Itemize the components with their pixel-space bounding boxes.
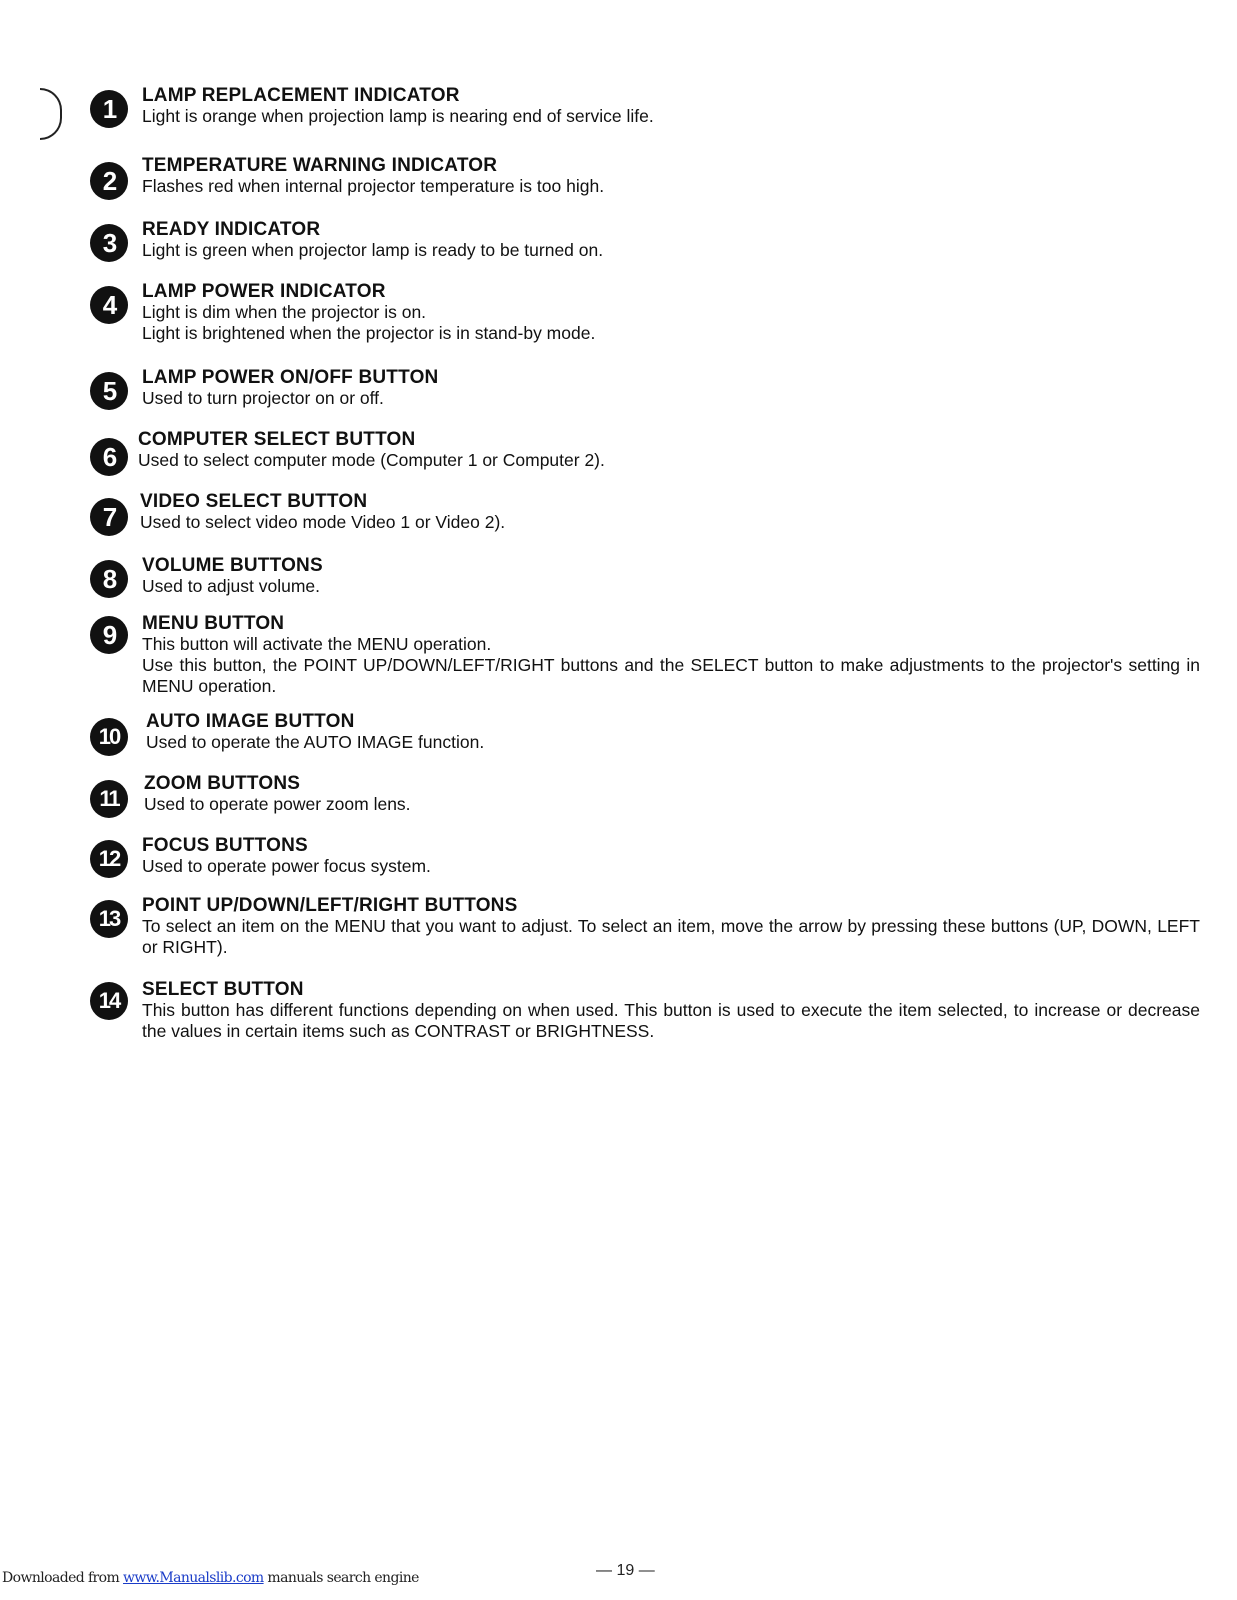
item-title: VOLUME BUTTONS bbox=[142, 555, 323, 576]
item-number-badge: 10 bbox=[90, 718, 128, 756]
item-text bbox=[142, 86, 1200, 127]
item-title: READY INDICATOR bbox=[142, 219, 321, 240]
item-description: Light is orange when projection lamp is nearing end of service life. bbox=[142, 106, 654, 126]
manualslib-link[interactable]: www.Manualslib.com bbox=[123, 1570, 264, 1586]
item-description: Use this button, the POINT UP/DOWN/LEFT/RIGHT buttons and the SELECT button to make adjustments to the projector's setting in MENU operation. bbox=[142, 655, 1200, 696]
item-title: LAMP POWER ON/OFF BUTTON bbox=[142, 367, 439, 388]
item-number-badge: 1 bbox=[90, 90, 128, 128]
item-text bbox=[142, 614, 1200, 697]
item-text bbox=[140, 492, 1200, 533]
item-description: Used to adjust volume. bbox=[142, 576, 321, 596]
item-description: Used to select computer mode (Computer 1 or Computer 2). bbox=[138, 450, 605, 470]
item-title: AUTO IMAGE BUTTON bbox=[146, 711, 355, 732]
item-number-badge: 7 bbox=[90, 498, 128, 536]
download-footer bbox=[2, 1570, 419, 1586]
item-description: Used to operate the AUTO IMAGE function. bbox=[146, 732, 485, 752]
item-number-badge: 13 bbox=[90, 900, 128, 938]
item-description: Light is green when projector lamp is ready to be turned on. bbox=[142, 240, 604, 260]
item-description: Used to operate power focus system. bbox=[142, 856, 431, 876]
item-description: Used to operate power zoom lens. bbox=[144, 794, 411, 814]
item-description: Used to select video mode Video 1 or Video 2). bbox=[140, 512, 506, 532]
item-text bbox=[138, 430, 1200, 471]
item-text bbox=[144, 774, 1200, 815]
item-text bbox=[142, 368, 1200, 409]
item-description: This button has different functions depending on when used. This button is used to execute the item selected, to increase or decrease the values in certain items such as CONTRAST or BRIGHTNESS. bbox=[142, 1000, 1200, 1041]
item-number-badge: 11 bbox=[90, 780, 128, 818]
item-number-badge: 4 bbox=[90, 286, 128, 324]
item-description: Light is brightened when the projector is in stand-by mode. bbox=[142, 323, 596, 343]
item-number-badge: 3 bbox=[90, 224, 128, 262]
footer-prefix: Downloaded from bbox=[2, 1570, 123, 1586]
item-title: LAMP REPLACEMENT INDICATOR bbox=[142, 85, 460, 106]
item-title: ZOOM BUTTONS bbox=[144, 773, 301, 794]
item-title: FOCUS BUTTONS bbox=[142, 835, 308, 856]
item-title: POINT UP/DOWN/LEFT/RIGHT BUTTONS bbox=[142, 895, 518, 916]
item-text bbox=[142, 896, 1200, 958]
item-number-badge: 12 bbox=[90, 840, 128, 878]
item-number-badge: 5 bbox=[90, 372, 128, 410]
item-title: SELECT BUTTON bbox=[142, 979, 304, 1000]
item-number-badge: 14 bbox=[90, 982, 128, 1020]
item-title: LAMP POWER INDICATOR bbox=[142, 281, 386, 302]
item-description: To select an item on the MENU that you want to adjust. To select an item, move the arrow by pressing these buttons (UP, DOWN, LEFT or RIGHT). bbox=[142, 916, 1200, 957]
item-text bbox=[142, 980, 1200, 1042]
item-number-badge: 2 bbox=[90, 162, 128, 200]
item-description: This button will activate the MENU operation. bbox=[142, 634, 492, 654]
item-number-badge: 6 bbox=[90, 438, 128, 476]
item-title: TEMPERATURE WARNING INDICATOR bbox=[142, 155, 498, 176]
item-title: COMPUTER SELECT BUTTON bbox=[138, 429, 416, 450]
item-number-badge: 9 bbox=[90, 616, 128, 654]
item-description: Used to turn projector on or off. bbox=[142, 388, 384, 408]
item-text bbox=[142, 836, 1200, 877]
item-number-badge: 8 bbox=[90, 560, 128, 598]
item-text bbox=[146, 712, 1200, 753]
item-text bbox=[142, 556, 1200, 597]
item-text bbox=[142, 156, 1200, 197]
item-description: Light is dim when the projector is on. bbox=[142, 302, 427, 322]
item-text bbox=[142, 282, 1200, 344]
item-description: Flashes red when internal projector temperature is too high. bbox=[142, 176, 605, 196]
page-number: — 19 — bbox=[596, 1562, 655, 1579]
item-title: VIDEO SELECT BUTTON bbox=[140, 491, 368, 512]
binding-mark bbox=[40, 88, 62, 140]
item-text bbox=[142, 220, 1200, 261]
footer-suffix: manuals search engine bbox=[263, 1570, 419, 1586]
item-title: MENU BUTTON bbox=[142, 613, 285, 634]
